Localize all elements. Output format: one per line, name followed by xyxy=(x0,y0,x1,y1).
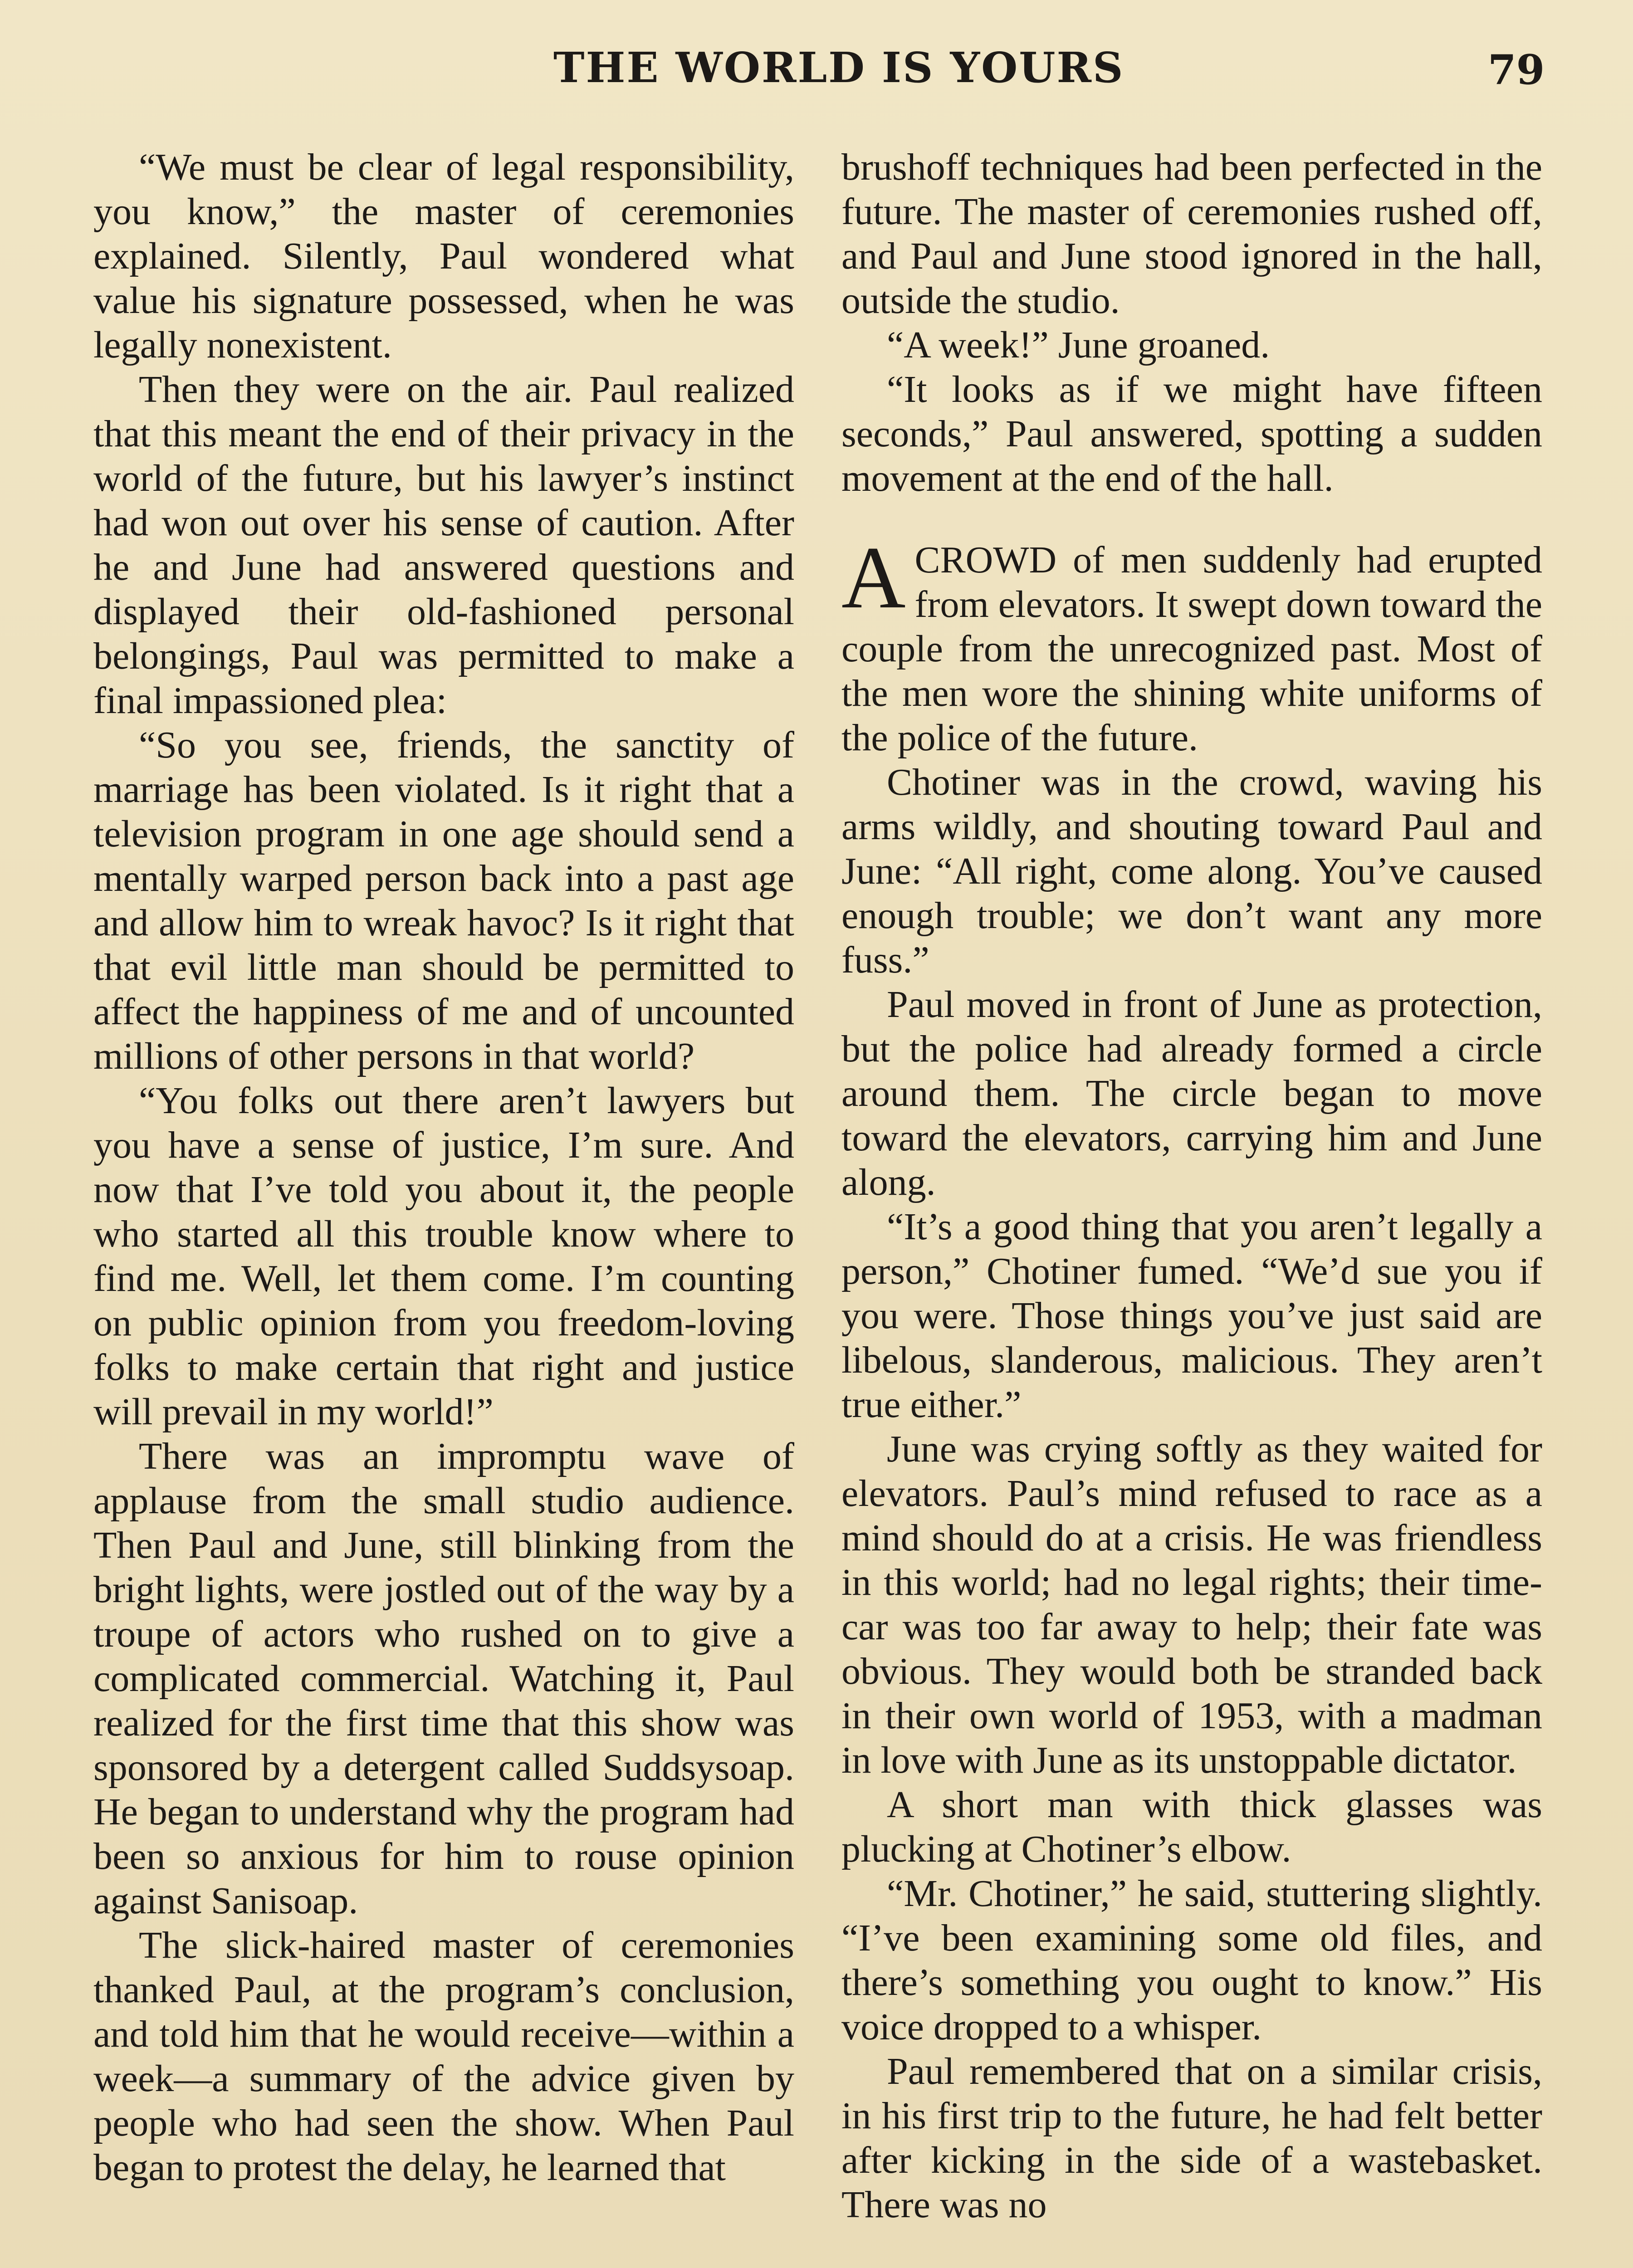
paragraph: Then they were on the air. Paul realized that this meant the end of their privacy in the world of the future, but his lawyer’s instinct had won out over his sense of caution. After he and June had answered questions and displayed their old-fashioned personal belongings, Paul was permitted to make a final impassioned plea: xyxy=(93,368,794,722)
paragraph: Chotiner was in the crowd, waving his arms wildly, and shouting toward Paul and June: “All right, come along. You’ve caused enough trouble; we don’t want any more fuss.” xyxy=(841,761,1542,981)
paragraph: A short man with thick glasses was plucking at Chotiner’s elbow. xyxy=(841,1784,1542,1870)
paragraph: Paul moved in front of June as protection, but the police had already formed a circle around them. The circle began to move toward the elevators, carrying him and June along. xyxy=(841,983,1542,1203)
paragraph: “It looks as if we might have fifteen seconds,” Paul answered, spotting a sudden movement at the end of the hall. xyxy=(841,368,1542,499)
paragraph: “A week!” June groaned. xyxy=(887,324,1270,366)
continued-paragraph: brushoff techniques had been perfected in the future. The master of ceremonies rushed off, and Paul and June stood ignored in the hall, outside the studio. xyxy=(841,146,1542,322)
paragraph: The slick-haired master of ceremonies thanked Paul, at the program’s conclusion, and told him that he would receive—within a week—a summary of the advice given by people who had seen the show. When Paul began to protest the delay, he learned that xyxy=(93,1924,794,2189)
paragraph: “You folks out there aren’t lawyers but you have a sense of justice, I’m sure. And now that I’ve told you about it, the people who started all this trouble know where to find me. Well, let them come. I’m counting on public opinion from you freedom-loving folks to make certain that right and justice will prevail in my world!” xyxy=(93,1080,794,1433)
running-title: THE WORLD IS YOURS xyxy=(553,43,1125,92)
paragraph: Paul remembered that on a similar crisis, in his first trip to the future, he had felt better after kicking in the side of a wastebasket. There was no xyxy=(841,2050,1542,2226)
paragraph: “Mr. Chotiner,” he said, stuttering slightly. “I’ve been examining some old files, and there’s something you ought to know.” His voice dropped to a whisper. xyxy=(841,1872,1542,2048)
paragraph: There was an impromptu wave of applause from the small studio audience. Then Paul and June, still blinking from the bright lights, were jostled out of the way by a troupe of actors who rushed on to give a complicated commercial. Watching it, Paul realized for the first time that this show was sponsored by a detergent called Suddsysoap. He began to understand why the program had been so anxious for him to rouse opinion against Sanisoap. xyxy=(93,1435,794,1922)
right-column xyxy=(841,145,1542,2227)
paragraph: “So you see, friends, the sanctity of marriage has been violated. Is it right that a television program in one age should send a mentally warped person back into a past age and allow him to wreak havoc? Is it right that that evil little man should be permitted to affect the happiness of me and of uncounted millions of other persons in that world? xyxy=(93,724,794,1077)
paragraph: “It’s a good thing that you aren’t legally a person,” Chotiner fumed. “We’d sue you if you were. Those things you’ve just said are libelous, slanderous, malicious. They aren’t true either.” xyxy=(841,1206,1542,1426)
left-column xyxy=(93,145,794,2190)
page-number: 79 xyxy=(1488,46,1545,94)
running-head xyxy=(0,43,1633,98)
lead-word: CROWD xyxy=(914,539,1057,581)
section-opening-paragraph xyxy=(841,528,1542,760)
paragraph: “We must be clear of legal responsibility, you know,” the master of ceremonies explained. Silently, Paul wondered what value his signature possessed, when he was legally nonexistent. xyxy=(93,146,794,366)
section-opening-text: of men suddenly had erupted from elevators. It swept down toward the couple from the unrecognized past. Most of the men wore the shining white uniforms of the police of the future. xyxy=(841,539,1542,759)
drop-cap: A xyxy=(841,528,906,627)
paragraph: June was crying softly as they waited for elevators. Paul’s mind refused to race as a mind should do at a crisis. He was friendless in this world; had no legal rights; their time-car was too far away to help; their fate was obvious. They would both be stranded back in their own world of 1953, with a madman in love with June as its unstoppable dictator. xyxy=(841,1428,1542,1781)
